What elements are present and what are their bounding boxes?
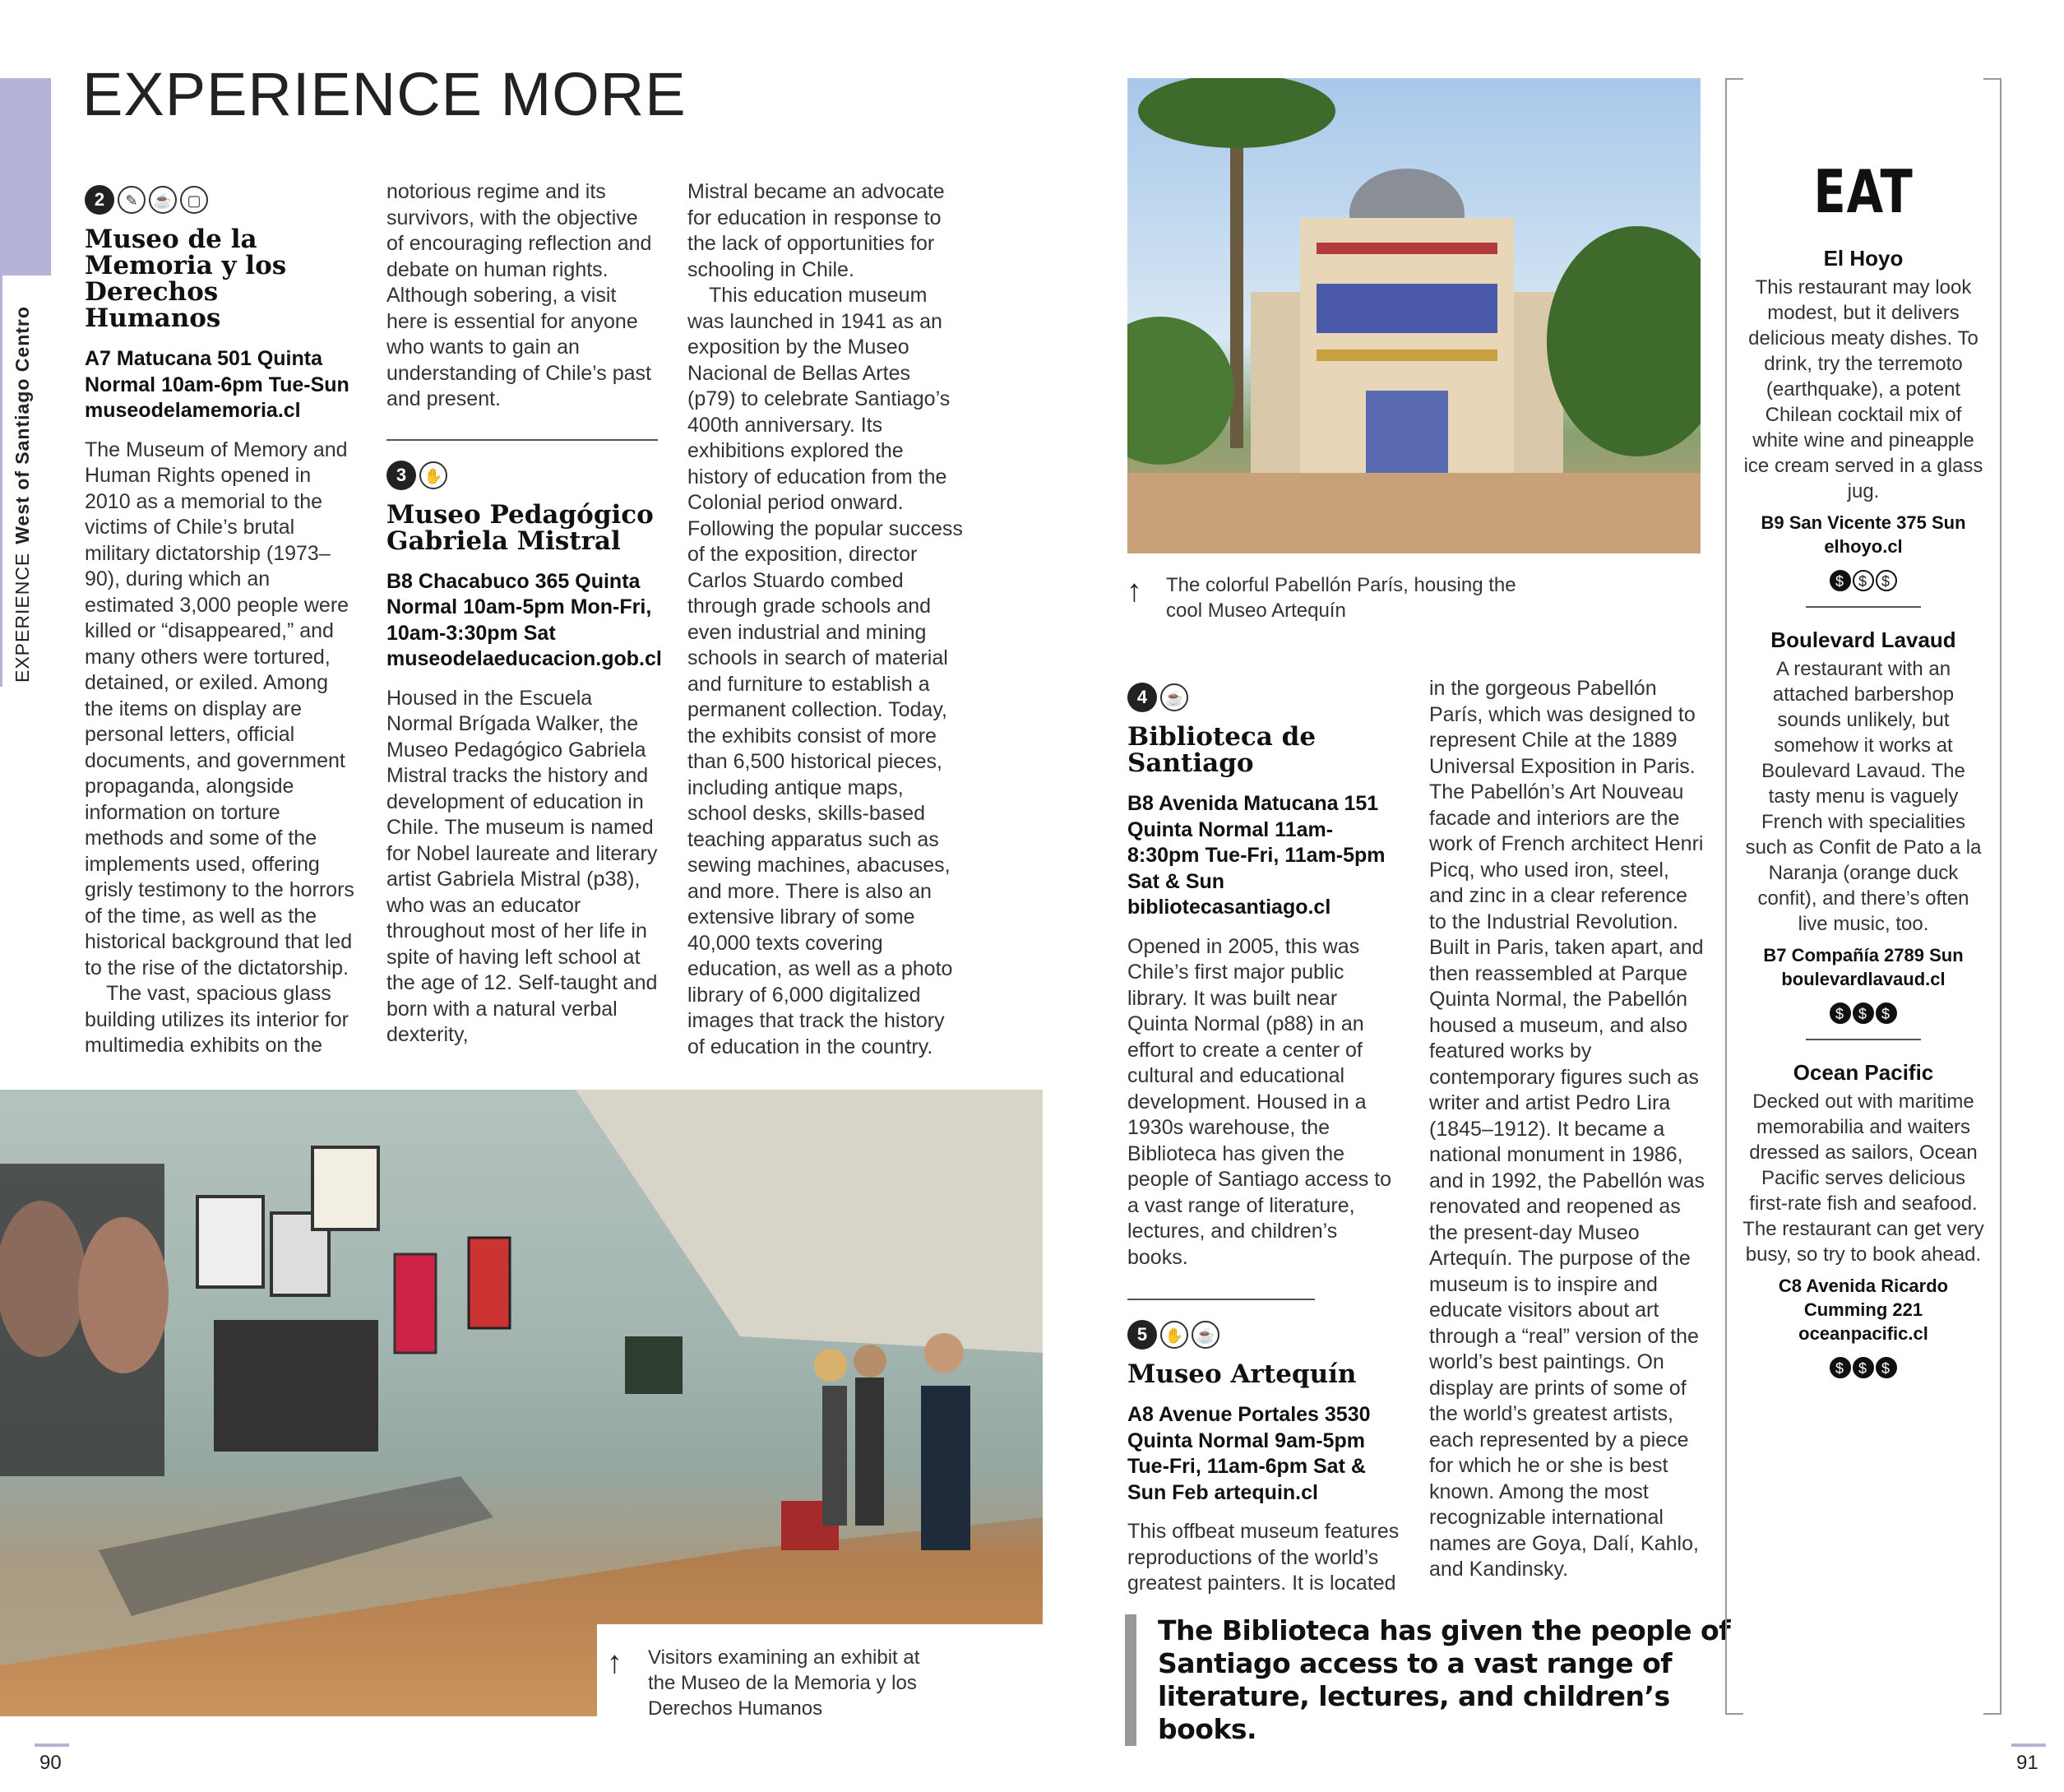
price-rating xyxy=(1742,570,1985,591)
pavilion-illustration xyxy=(1127,78,1701,553)
price-icon: $ xyxy=(1830,570,1851,591)
eat-frame-right xyxy=(1983,78,2002,1715)
page-number-right: 91 xyxy=(2016,1752,2039,1774)
entry-4-info: B8 Avenida Matucana 151 Quinta Normal 11am-8:30pm Tue-Fri, 11am-5pm Sat & Sun bibliotecasantiago.cl xyxy=(1127,792,1386,919)
entry-4-icons xyxy=(1127,683,1403,712)
entry-5-icons xyxy=(1127,1320,1403,1350)
divider xyxy=(1806,606,1921,608)
restaurant-info: B9 San Vicente 375 Sun elhoyo.cl xyxy=(1761,512,1966,557)
price-icon: $ xyxy=(1876,570,1897,591)
restaurant-info: C8 Avenida Ricardo Cumming 221 oceanpacific.cl xyxy=(1778,1276,1949,1344)
entry-3-para-2: Mistral became an advocate for education in response to the lack of opportunities for schooling in Chile. xyxy=(687,180,945,281)
entry-3-info: B8 Chacabuco 365 Quinta Normal 10am-5pm Mon-Fri, 10am-3:30pm Sat museodelaeducacion.gob.cl xyxy=(386,569,662,670)
column-5 xyxy=(1429,676,1705,1583)
entry-5-title: Museo Artequín xyxy=(1127,1359,1357,1389)
art-icon: ✋ xyxy=(419,461,447,489)
entry-2-para-2: The vast, spacious glass building utilizes its interior for multimedia exhibits on the xyxy=(85,982,349,1057)
divider xyxy=(386,439,658,441)
price-rating xyxy=(1742,1003,1985,1024)
price-icon: $ xyxy=(1830,1357,1851,1378)
museum-interior-illustration xyxy=(0,1090,1043,1716)
art-icon: ✋ xyxy=(1160,1321,1188,1349)
eat-frame-left xyxy=(1725,78,1743,1715)
pull-quote: The Biblioteca has given the people of Santiago access to a vast range of literature, lectures, and children’s books. xyxy=(1125,1614,1733,1746)
price-icon: $ xyxy=(1876,1003,1897,1024)
price-icon: $ xyxy=(1853,570,1874,591)
price-icon: $ xyxy=(1830,1003,1851,1024)
page-number-left: 90 xyxy=(39,1752,62,1774)
column-4 xyxy=(1127,683,1403,1597)
entry-number: 2 xyxy=(85,185,114,215)
cafe-icon: ☕ xyxy=(1160,683,1188,711)
eat-title: EAT xyxy=(1813,157,1914,226)
page-number-bar-left xyxy=(35,1743,69,1747)
entry-2-icons xyxy=(85,185,356,215)
entry-2-para-1: The Museum of Memory and Human Rights opened in 2010 as a memorial to the victims of Chile’s brutal military dictatorship (1973–90), during which an estimated 3,000 people were killed or “disappeared,” and many others were tortured, detained, or exiled. Among the items on display are personal letters, official documents, and government propaganda, alongside information on torture methods and some of the implements used, offering grisly testimony to the horrors of the time, as well as the historical background that led to the rise of the dictatorship. xyxy=(85,438,354,979)
eat-sidebar xyxy=(1742,78,1985,1383)
arrow-up-icon: ↑ xyxy=(1127,574,1142,609)
entry-3-para-1: Housed in the Escuela Normal Brígada Walker, the Museo Pedagógico Gabriela Mistral tracks the history and development of education in Chile. The museum is named for Nobel laureate and literary artist Gabriela Mistral (p38), who was an educator throughout most of her life in spite of having left school at the age of 12. Self-taught and born with a natural verbal dexterity, xyxy=(386,686,658,1046)
entry-5-info: A8 Avenue Portales 3530 Quinta Normal 9am-5pm Tue-Fri, 11am-6pm Sat & Sun Feb artequin.cl xyxy=(1127,1403,1371,1504)
entry-2-para-3: notorious regime and its survivors, with the objective of encouraging reflection and debate on human rights. Although sobering, a visit here is essential for anyone who wants to gain an understanding of Chile’s past and present. xyxy=(386,180,652,410)
entry-3-title: Museo Pedagógico Gabriela Mistral xyxy=(386,499,654,556)
entry-5-para-2: in the gorgeous Pabellón París, which was designed to represent Chile at the 1889 Universal Exposition in Paris. The Pabellón’s Art Nouveau facade and interiors are the work of French architect Henri Picq, who used iron, steel, and zinc in a clear reference to the Industrial Revolution. Built in Paris, taken apart, and then reassembled at Parque Quinta Normal, the Pabellón housed a museum, and also featured works by contemporary figures such as writer and artist Pedro Lira (1845–1912). It became a national monument in 1986, and in 1992, the Pabellón was renovated and reopened as the present-day Museo Artequín. The purpose of the museum is to inspire and educate visitors about art through a “real” version of the world’s best paintings. On display are prints of some of the world’s greatest artists, each represented by a piece for which he or she is best known. Among the most recognizable international names are Goya, Dalí, Kahlo, and Kandinsky. xyxy=(1429,677,1705,1581)
price-icon: $ xyxy=(1853,1003,1874,1024)
entry-4-title: Biblioteca de Santiago xyxy=(1127,722,1317,778)
page-number-bar-right xyxy=(2011,1743,2046,1747)
entry-number: 3 xyxy=(386,461,416,490)
restaurant-desc: Decked out with maritime memorabilia and waiters dressed as sailors, Ocean Pacific serves delicious first-rate fish and seafood. The restaurant can get very busy, so try to book ahead. xyxy=(1742,1090,1984,1266)
divider xyxy=(1127,1299,1315,1300)
entry-number: 4 xyxy=(1127,683,1157,712)
section-tab-label: EXPERIENCEWest of Santiago Centro xyxy=(12,306,33,683)
entry-number: 5 xyxy=(1127,1320,1157,1350)
entry-2-title: Museo de la Memoria y los Derechos Humanos xyxy=(85,225,287,333)
page-title: EXPERIENCE MORE xyxy=(82,60,687,128)
entry-3-icons xyxy=(386,461,658,490)
restaurant-desc: A restaurant with an attached barbershop sounds unlikely, but somehow it works at Boulevard Lavaud. The tasty menu is vaguely French with specialities such as Confit de Pato a la Naranja (orange duck confit), and there’s often live music, too. xyxy=(1745,658,1982,935)
column-3 xyxy=(687,179,963,1060)
cafe-icon: ☕ xyxy=(1192,1321,1219,1349)
price-icon: $ xyxy=(1876,1357,1897,1378)
entry-3-para-3: This education museum was launched in 1941 as an exposition by the Museo Nacional de Bellas Artes (p79) to celebrate Santiago’s 400th anniversary. Its exhibitions explored the history of education from the Colonial period onward. Following the popular success of the exposition, director Carlos Stuardo combed through grade schools and even industrial and mining schools in search of material and furniture to establish a permanent collection. Today, the exhibits consist of more than 6,500 historical pieces, including antique maps, school desks, skills-based teaching apparatus such as sewing machines, abacuses, and more. There is also an extensive library of some 40,000 texts covering education, as well as a photo library of 6,000 digitalized images that track the history of education in the country. xyxy=(687,284,963,1058)
pavilion-photo xyxy=(1127,78,1701,553)
arrow-up-icon: ↑ xyxy=(607,1646,622,1680)
restaurant-desc: This restaurant may look modest, but it delivers delicious meaty dishes. To drink, try the terremoto (earthquake), a potent Chilean cocktail mix of white wine and pineapple ice cream served in a glass jug. xyxy=(1743,276,1983,502)
entry-5-para-1: This offbeat museum features reproductions of the world’s greatest painters. It is located xyxy=(1127,1520,1400,1595)
cafe-icon: ☕ xyxy=(149,186,177,214)
section-tab xyxy=(0,78,51,276)
section-tab-line xyxy=(0,276,2,687)
shop-icon: ▢ xyxy=(180,186,208,214)
pavilion-caption: The colorful Pabellón París, housing the cool Museo Artequín xyxy=(1166,574,1516,622)
column-1 xyxy=(85,185,356,1059)
divider xyxy=(1806,1039,1921,1040)
restaurant-info: B7 Compañía 2789 Sun boulevardlavaud.cl xyxy=(1763,945,1964,989)
entry-4-para-1: Opened in 2005, this was Chile’s first major public library. It was built near Quinta Normal (p88) in an effort to create a center of cultural and educational development. Housed in a 1930s warehouse, the Biblioteca has given the people of Santiago access to a vast range of literature, lectures, and children’s books. xyxy=(1127,934,1392,1269)
price-rating xyxy=(1742,1357,1985,1378)
column-2 xyxy=(386,179,662,1049)
price-icon: $ xyxy=(1853,1357,1874,1378)
ticket-icon: ✎ xyxy=(118,186,146,214)
restaurant-name: Ocean Pacific xyxy=(1793,1060,1934,1085)
museum-caption: Visitors examining an exhibit at the Museo de la Memoria y los Derechos Humanos xyxy=(648,1646,920,1720)
entry-2-info: A7 Matucana 501 Quinta Normal 10am-6pm Tue-Sun museodelamemoria.cl xyxy=(85,347,349,422)
restaurant-name: El Hoyo xyxy=(1823,246,1904,271)
restaurant-name: Boulevard Lavaud xyxy=(1770,627,1956,652)
museum-interior-photo xyxy=(0,1090,1043,1716)
